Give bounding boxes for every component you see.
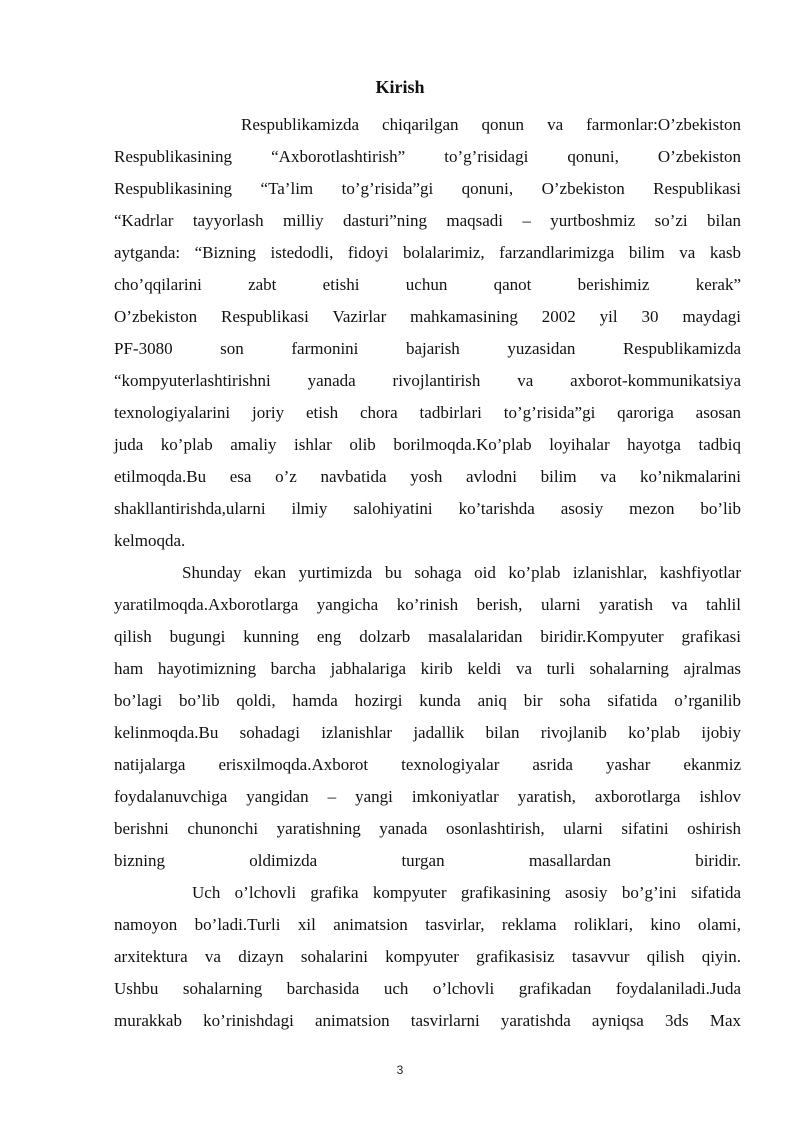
text-line: bo’lagi bo’lib qoldi, hamda hozirgi kunda aniq bir soha sifatida o’rganilib xyxy=(114,691,741,710)
text-line: qilish bugungi kunning eng dolzarb masalalaridan biridir.Kompyuter grafikasi xyxy=(114,627,741,646)
text-line: Uch o’lchovli grafika kompyuter grafikasining asosiy bo’g’ini sifatida xyxy=(192,883,741,902)
text-line: Ushbu sohalarning barchasida uch o’lchovli grafikadan foydalaniladi.Juda xyxy=(114,979,741,998)
text-line: ham hayotimizning barcha jabhalariga kirib keldi va turli sohalarning ajralmas xyxy=(114,659,741,678)
text-line: juda ko’plab amaliy ishlar olib borilmoqda.Ko’plab loyihalar hayotga tadbiq xyxy=(114,435,741,454)
text-line: Shunday ekan yurtimizda bu sohaga oid ko’plab izlanishlar, kashfiyotlar xyxy=(182,563,741,582)
text-line: PF-3080 son farmonini bajarish yuzasidan Respublikamizda xyxy=(114,339,741,358)
text-line: “Kadrlar tayyorlash milliy dasturi”ning maqsadi – yurtboshmiz so’zi bilan xyxy=(114,211,741,230)
text-line: yaratilmoqda.Axborotlarga yangicha ko’rinish berish, ularni yaratish va tahlil xyxy=(114,595,741,614)
text-line: natijalarga erisxilmoqda.Axborot texnologiyalar asrida yashar ekanmiz xyxy=(114,755,741,774)
text-line: arxitektura va dizayn sohalarini kompyuter grafikasisiz tasavvur qilish qiyin. xyxy=(114,947,741,966)
text-line: O’zbekiston Respublikasi Vazirlar mahkamasining 2002 yil 30 maydagi xyxy=(114,307,741,326)
text-line: bizning oldimizda turgan masallardan biridir. xyxy=(114,851,741,870)
text-line: murakkab ko’rinishdagi animatsion tasvirlarni yaratishda ayniqsa 3ds Max xyxy=(114,1011,741,1030)
text-line: kelinmoqda.Bu sohadagi izlanishlar jadallik bilan rivojlanib ko’plab ijobiy xyxy=(114,723,741,742)
text-line: shakllantirishda,ularni ilmiy salohiyatini ko’tarishda asosiy mezon bo’lib xyxy=(114,499,741,518)
text-line: namoyon bo’ladi.Turli xil animatsion tasvirlar, reklama roliklari, kino olami, xyxy=(114,915,741,934)
text-line: foydalanuvchiga yangidan – yangi imkoniyatlar yaratish, axborotlarga ishlov xyxy=(114,787,741,806)
text-line: etilmoqda.Bu esa o’z navbatida yosh avlodni bilim va ko’nikmalarini xyxy=(114,467,741,486)
page-title: Kirish xyxy=(375,77,425,97)
text-line: berishni chunonchi yaratishning yanada osonlashtirish, ularni sifatini oshirish xyxy=(114,819,741,838)
text-line: Respublikamizda chiqarilgan qonun va farmonlar:O’zbekiston xyxy=(241,115,741,134)
text-line: cho’qqilarini zabt etishi uchun qanot berishimiz kerak” xyxy=(114,275,741,294)
text-line: texnologiyalarini joriy etish chora tadbirlari to’g’risida”gi qaroriga asosan xyxy=(114,403,741,422)
text-line: “kompyuterlashtirishni yanada rivojlantirish va axborot-kommunikatsiya xyxy=(114,371,741,390)
text-line: kelmoqda. xyxy=(114,531,186,550)
text-line: Respublikasining “Ta’lim to’g’risida”gi qonuni, O’zbekiston Respublikasi xyxy=(114,179,741,198)
text-line: aytganda: “Bizning istedodli, fidoyi bolalarimiz, farzandlarimizga bilim va kasb xyxy=(114,243,741,262)
text-line: Respublikasining “Axborotlashtirish” to’g’risidagi qonuni, O’zbekiston xyxy=(114,147,741,166)
page-number: 3 xyxy=(396,1063,404,1077)
